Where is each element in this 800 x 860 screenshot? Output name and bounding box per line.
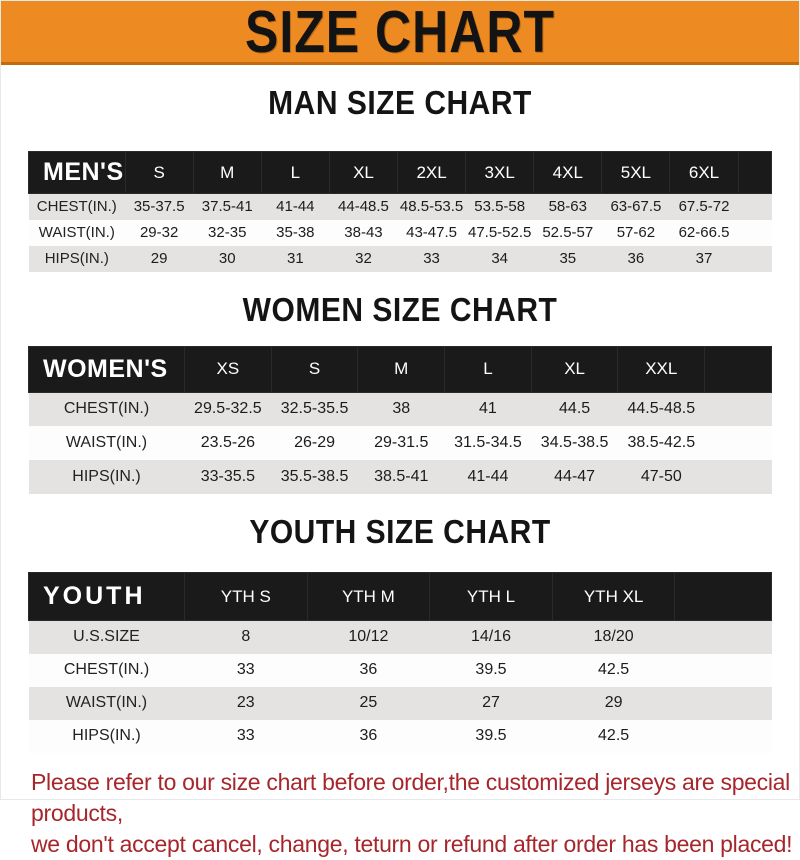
row-filler-cell bbox=[705, 392, 772, 426]
column-header: 2XL bbox=[398, 152, 466, 194]
row-label-cell: HIPS(IN.) bbox=[29, 460, 185, 494]
row-filler-cell bbox=[675, 621, 772, 654]
value-cell: 33 bbox=[185, 720, 308, 753]
column-header: XL bbox=[531, 346, 618, 392]
value-cell: 62-66.5 bbox=[670, 220, 738, 246]
row-filler-cell bbox=[675, 687, 772, 720]
value-cell: 37.5-41 bbox=[193, 194, 261, 220]
value-cell: 31 bbox=[261, 246, 329, 272]
men-size-table bbox=[28, 151, 772, 272]
row-label-cell: CHEST(IN.) bbox=[29, 392, 185, 426]
column-header: S bbox=[271, 346, 358, 392]
column-header: 3XL bbox=[466, 152, 534, 194]
value-cell: 34 bbox=[466, 246, 534, 272]
column-header: M bbox=[358, 346, 445, 392]
value-cell: 14/16 bbox=[430, 621, 553, 654]
disclaimer-line-2: we don't accept cancel, change, teturn or refund after order has been placed! bbox=[31, 830, 793, 857]
page-title: SIZE CHART bbox=[245, 0, 555, 65]
disclaimer-note bbox=[1, 767, 799, 860]
table-title-cell: YOUTH bbox=[29, 573, 185, 621]
value-cell: 38 bbox=[358, 392, 445, 426]
row-label-cell: U.S.SIZE bbox=[29, 621, 185, 654]
value-cell: 57-62 bbox=[602, 220, 670, 246]
value-cell: 32-35 bbox=[193, 220, 261, 246]
value-cell: 67.5-72 bbox=[670, 194, 738, 220]
row-filler-cell bbox=[675, 654, 772, 687]
value-cell: 47.5-52.5 bbox=[466, 220, 534, 246]
row-filler-cell bbox=[675, 720, 772, 753]
value-cell: 33-35.5 bbox=[185, 460, 272, 494]
value-cell: 39.5 bbox=[430, 720, 553, 753]
section-heading-text: WOMEN SIZE CHART bbox=[242, 291, 558, 329]
value-cell: 35-38 bbox=[261, 220, 329, 246]
value-cell: 35-37.5 bbox=[125, 194, 193, 220]
column-header: 6XL bbox=[670, 152, 738, 194]
section-heading-text: YOUTH SIZE CHART bbox=[249, 514, 551, 551]
value-cell: 39.5 bbox=[430, 654, 553, 687]
value-cell: 29-32 bbox=[125, 220, 193, 246]
column-header: YTH XL bbox=[552, 573, 675, 621]
row-label-cell: WAIST(IN.) bbox=[29, 687, 185, 720]
table-row bbox=[29, 194, 772, 220]
table-row bbox=[29, 220, 772, 246]
value-cell: 52.5-57 bbox=[534, 220, 602, 246]
value-cell: 32 bbox=[329, 246, 397, 272]
table-title-cell: MEN'S bbox=[29, 152, 126, 194]
row-label-cell: WAIST(IN.) bbox=[29, 426, 185, 460]
row-label-cell: HIPS(IN.) bbox=[29, 246, 126, 272]
table-row bbox=[29, 460, 772, 494]
value-cell: 48.5-53.5 bbox=[398, 194, 466, 220]
row-filler-cell bbox=[738, 246, 771, 272]
table-row bbox=[29, 621, 772, 654]
column-header: YTH M bbox=[307, 573, 430, 621]
value-cell: 38-43 bbox=[329, 220, 397, 246]
table-header-row bbox=[29, 346, 772, 392]
table-title-cell: WOMEN'S bbox=[29, 346, 185, 392]
value-cell: 44.5-48.5 bbox=[618, 392, 705, 426]
value-cell: 44-48.5 bbox=[329, 194, 397, 220]
value-cell: 43-47.5 bbox=[398, 220, 466, 246]
value-cell: 29 bbox=[125, 246, 193, 272]
value-cell: 23 bbox=[185, 687, 308, 720]
table-row bbox=[29, 246, 772, 272]
value-cell: 29-31.5 bbox=[358, 426, 445, 460]
table-row bbox=[29, 392, 772, 426]
value-cell: 10/12 bbox=[307, 621, 430, 654]
value-cell: 35.5-38.5 bbox=[271, 460, 358, 494]
row-label-cell: CHEST(IN.) bbox=[29, 194, 126, 220]
header-filler-cell bbox=[705, 346, 772, 392]
table-row bbox=[29, 426, 772, 460]
value-cell: 26-29 bbox=[271, 426, 358, 460]
row-filler-cell bbox=[738, 194, 771, 220]
table-row bbox=[29, 720, 772, 753]
row-filler-cell bbox=[705, 426, 772, 460]
value-cell: 29.5-32.5 bbox=[185, 392, 272, 426]
column-header: L bbox=[261, 152, 329, 194]
youth-size-table bbox=[28, 572, 772, 753]
column-header: M bbox=[193, 152, 261, 194]
value-cell: 32.5-35.5 bbox=[271, 392, 358, 426]
value-cell: 47-50 bbox=[618, 460, 705, 494]
value-cell: 36 bbox=[307, 720, 430, 753]
table-header-row bbox=[29, 573, 772, 621]
column-header: YTH S bbox=[185, 573, 308, 621]
value-cell: 8 bbox=[185, 621, 308, 654]
row-label-cell: HIPS(IN.) bbox=[29, 720, 185, 753]
table-row bbox=[29, 687, 772, 720]
value-cell: 41-44 bbox=[445, 460, 532, 494]
column-header: XL bbox=[329, 152, 397, 194]
row-filler-cell bbox=[705, 460, 772, 494]
table-row bbox=[29, 654, 772, 687]
header-filler-cell bbox=[675, 573, 772, 621]
value-cell: 36 bbox=[307, 654, 430, 687]
value-cell: 53.5-58 bbox=[466, 194, 534, 220]
row-filler-cell bbox=[738, 220, 771, 246]
value-cell: 33 bbox=[185, 654, 308, 687]
value-cell: 42.5 bbox=[552, 654, 675, 687]
value-cell: 42.5 bbox=[552, 720, 675, 753]
size-chart-banner bbox=[1, 1, 799, 65]
row-label-cell: WAIST(IN.) bbox=[29, 220, 126, 246]
column-header: XS bbox=[185, 346, 272, 392]
value-cell: 23.5-26 bbox=[185, 426, 272, 460]
column-header: 4XL bbox=[534, 152, 602, 194]
value-cell: 18/20 bbox=[552, 621, 675, 654]
value-cell: 37 bbox=[670, 246, 738, 272]
value-cell: 27 bbox=[430, 687, 553, 720]
column-header: 5XL bbox=[602, 152, 670, 194]
value-cell: 35 bbox=[534, 246, 602, 272]
section-heading-men bbox=[1, 87, 799, 121]
table-header-row bbox=[29, 152, 772, 194]
value-cell: 41-44 bbox=[261, 194, 329, 220]
row-label-cell: CHEST(IN.) bbox=[29, 654, 185, 687]
women-size-table bbox=[28, 346, 772, 495]
value-cell: 25 bbox=[307, 687, 430, 720]
value-cell: 30 bbox=[193, 246, 261, 272]
value-cell: 41 bbox=[445, 392, 532, 426]
column-header: L bbox=[445, 346, 532, 392]
value-cell: 44-47 bbox=[531, 460, 618, 494]
section-heading-women bbox=[1, 291, 799, 329]
sections bbox=[1, 87, 799, 753]
value-cell: 38.5-42.5 bbox=[618, 426, 705, 460]
value-cell: 44.5 bbox=[531, 392, 618, 426]
disclaimer-line-1: Please refer to our size chart before order,the customized jerseys are special products, bbox=[31, 768, 790, 826]
value-cell: 58-63 bbox=[534, 194, 602, 220]
section-heading-youth bbox=[1, 516, 799, 550]
section-heading-text: MAN SIZE CHART bbox=[268, 85, 532, 122]
column-header: XXL bbox=[618, 346, 705, 392]
value-cell: 34.5-38.5 bbox=[531, 426, 618, 460]
value-cell: 36 bbox=[602, 246, 670, 272]
value-cell: 29 bbox=[552, 687, 675, 720]
column-header: YTH L bbox=[430, 573, 553, 621]
value-cell: 31.5-34.5 bbox=[445, 426, 532, 460]
value-cell: 33 bbox=[398, 246, 466, 272]
header-filler-cell bbox=[738, 152, 771, 194]
column-header: S bbox=[125, 152, 193, 194]
value-cell: 38.5-41 bbox=[358, 460, 445, 494]
value-cell: 63-67.5 bbox=[602, 194, 670, 220]
